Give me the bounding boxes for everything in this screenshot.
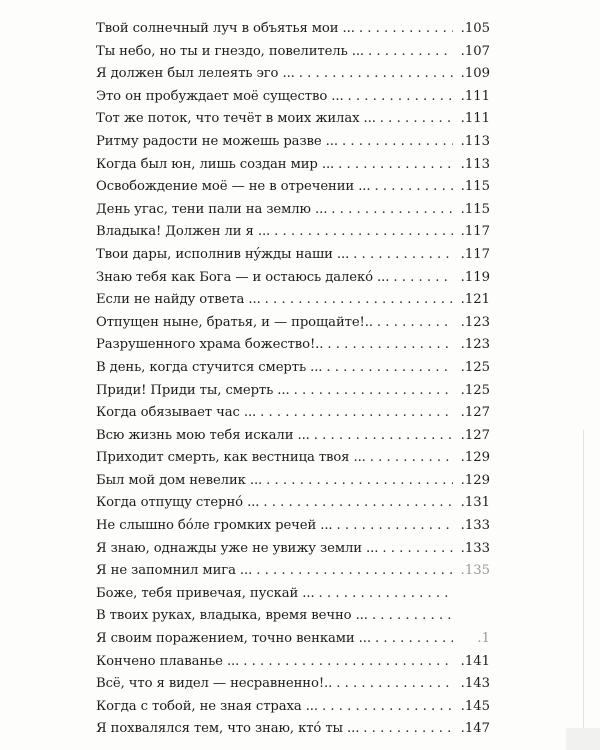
toc-entry-page-number: .141 — [460, 653, 490, 669]
toc-entry-title: Если не найду ответа ... — [96, 292, 261, 308]
toc-entry-title: Тот же поток, что течёт в моих жилах ... — [96, 111, 376, 127]
toc-entry-page-number: .115 — [460, 201, 490, 217]
toc-entry-title: Всю жизнь мою тебя искали ... — [96, 427, 310, 443]
toc-dot-leader — [266, 470, 453, 493]
toc-dot-leader — [359, 18, 453, 41]
toc-entry-title: Кончено плаванье ... — [96, 653, 240, 669]
toc-dot-leader — [338, 154, 453, 177]
toc-entry-title: Это он пробуждает моё существо ... — [96, 88, 344, 104]
toc-entry — [96, 718, 490, 741]
toc-dot-leader — [336, 673, 453, 696]
toc-entry-title: Твои дары, исполнив нýжды наши ... — [96, 246, 350, 262]
toc-entry-page-number: .127 — [460, 405, 490, 421]
toc-entry — [96, 244, 490, 267]
toc-dot-leader — [274, 221, 453, 244]
toc-entry-title: Я своим поражением, точно венками ... — [96, 631, 371, 647]
toc-entry-title: Я должен был лелеять эго ... — [96, 66, 295, 82]
toc-entry-page-number: .133 — [460, 518, 490, 534]
toc-dot-leader — [382, 538, 453, 561]
toc-entry — [96, 289, 490, 312]
toc-entry-page-number: .117 — [460, 246, 490, 262]
toc-dot-leader — [327, 334, 453, 357]
toc-entry-title: В твоих руках, владыка, время вечно ... — [96, 608, 368, 624]
toc-entry-page-number: .125 — [460, 382, 490, 398]
toc-entry — [96, 605, 490, 628]
toc-dot-leader — [322, 696, 453, 719]
toc-dot-leader — [265, 289, 453, 312]
toc-entry — [96, 651, 490, 674]
toc-entry — [96, 154, 490, 177]
toc-entry — [96, 696, 490, 719]
toc-entry-title: Освобождение моё — не в отречении ... — [96, 179, 371, 195]
toc-entry — [96, 267, 490, 290]
toc-entry — [96, 538, 490, 561]
toc-entry-title: Боже, тебя привечая, пускай ... — [96, 585, 315, 601]
toc-entry — [96, 402, 490, 425]
toc-entry-page-number: .117 — [460, 224, 490, 240]
toc-entry-page-number: .123 — [460, 314, 490, 330]
toc-dot-leader — [370, 447, 453, 470]
toc-entry-title: В день, когда стучится смерть ... — [96, 359, 323, 375]
toc-entry-page-number: .127 — [460, 427, 490, 443]
toc-entry — [96, 628, 490, 651]
toc-entry-page-number: .115 — [460, 179, 490, 195]
toc-entry-title: Я знаю, однажды уже не увижу земли ... — [96, 540, 379, 556]
toc-entry-title: Владыка! Должен ли я ... — [96, 224, 271, 240]
toc-dot-leader — [260, 402, 453, 425]
toc-dot-leader — [314, 425, 453, 448]
toc-entry — [96, 560, 490, 583]
toc-dot-leader — [363, 718, 453, 741]
toc-entry — [96, 199, 490, 222]
toc-entry-page-number: .1 — [477, 631, 490, 647]
toc-entry-page-number: .121 — [460, 292, 490, 308]
toc-entry-title: Всё, что я видел — несравненно!.. — [96, 676, 333, 692]
toc-entry-title: День угас, тени пали на землю ... — [96, 201, 328, 217]
toc-entry-title: Был мой дом невелик ... — [96, 472, 263, 488]
toc-entry — [96, 425, 490, 448]
toc-entry-page-number: .105 — [460, 21, 490, 36]
toc-dot-leader — [243, 651, 453, 674]
toc-entry — [96, 515, 490, 538]
toc-entry — [96, 86, 490, 109]
toc-entry-page-number: .129 — [460, 472, 490, 488]
toc-entry — [96, 221, 490, 244]
toc-entry-title: Когда обязывает час ... — [96, 405, 257, 421]
toc-entry-page-number: .131 — [460, 495, 490, 511]
toc-dot-leader — [375, 628, 453, 651]
toc-entry-page-number: .109 — [460, 66, 490, 82]
toc-entry — [96, 380, 490, 403]
toc-entry-title: Разрушенного храма божество!.. — [96, 337, 324, 353]
toc-dot-leader — [348, 86, 453, 109]
toc-entry-page-number: .111 — [460, 88, 490, 104]
toc-entry-title: Я похвалялся тем, что знаю, ктó ты ... — [96, 721, 360, 737]
toc-entry-title: Когда с тобой, не зная страха ... — [96, 698, 318, 714]
toc-entry-page-number: .129 — [460, 450, 490, 466]
toc-dot-leader — [375, 176, 454, 199]
toc-entry — [96, 470, 490, 493]
toc-entry-page-number: .143 — [460, 676, 490, 692]
toc-entry — [96, 583, 490, 606]
toc-entry — [96, 334, 490, 357]
toc-entry-title: Ты небо, но ты и гнездо, повелитель ... — [96, 43, 365, 59]
toc-entry — [96, 41, 490, 64]
table-of-contents — [96, 18, 490, 741]
toc-entry-page-number: .125 — [460, 359, 490, 375]
toc-entry-title: Когда был юн, лишь создан мир ... — [96, 156, 335, 172]
toc-entry-title: Приди! Приди ты, смерть ... — [96, 382, 290, 398]
toc-dot-leader — [372, 605, 453, 628]
toc-entry-page-number: .123 — [460, 337, 490, 353]
toc-entry — [96, 18, 490, 41]
scan-corner-shade — [566, 728, 600, 750]
toc-entry — [96, 176, 490, 199]
toc-dot-leader — [377, 312, 453, 335]
toc-dot-leader — [393, 267, 453, 290]
toc-dot-leader — [256, 560, 453, 583]
toc-entry-title: Знаю тебя как Бога — и остаюсь далекó ... — [96, 269, 390, 285]
toc-entry-page-number: .113 — [460, 133, 490, 149]
toc-entry-title: Не слышно бóле громких речей ... — [96, 518, 333, 534]
toc-entry-page-number: .113 — [460, 156, 490, 172]
toc-entry-title: Отпущен ныне, братья, и — прощайте!.. — [96, 314, 373, 330]
toc-entry — [96, 673, 490, 696]
toc-entry — [96, 63, 490, 86]
toc-entry-page-number: .111 — [460, 111, 490, 127]
toc-entry — [96, 492, 490, 515]
toc-dot-leader — [337, 515, 453, 538]
toc-dot-leader — [263, 492, 453, 515]
toc-dot-leader — [319, 583, 453, 606]
toc-entry — [96, 357, 490, 380]
toc-entry-title: Я не запомнил мига ... — [96, 563, 253, 579]
toc-entry-title: Твой солнечный луч в объятья мои ... — [96, 21, 355, 36]
toc-entry-page-number: .133 — [460, 540, 490, 556]
toc-entry-page-number: .147 — [460, 721, 490, 737]
toc-entry-page-number: .119 — [460, 269, 490, 285]
toc-dot-leader — [299, 63, 453, 86]
toc-dot-leader — [368, 41, 453, 64]
toc-entry — [96, 131, 490, 154]
toc-dot-leader — [326, 357, 453, 380]
toc-entry — [96, 108, 490, 131]
toc-entry — [96, 447, 490, 470]
toc-entry-page-number: .135 — [460, 563, 490, 579]
toc-dot-leader — [353, 244, 453, 267]
toc-dot-leader — [342, 131, 453, 154]
toc-dot-leader — [294, 380, 453, 403]
toc-entry — [96, 312, 490, 335]
toc-entry-title: Приходит смерть, как вестница твоя ... — [96, 450, 366, 466]
toc-entry-page-number: .107 — [460, 43, 490, 59]
toc-entry-page-number: .145 — [460, 698, 490, 714]
toc-dot-leader — [331, 199, 453, 222]
toc-entry-title: Ритму радости не можешь разве ... — [96, 133, 338, 149]
toc-entry-title: Когда отпущу стернó ... — [96, 495, 260, 511]
toc-dot-leader — [380, 108, 453, 131]
scan-edge-line — [583, 430, 584, 750]
